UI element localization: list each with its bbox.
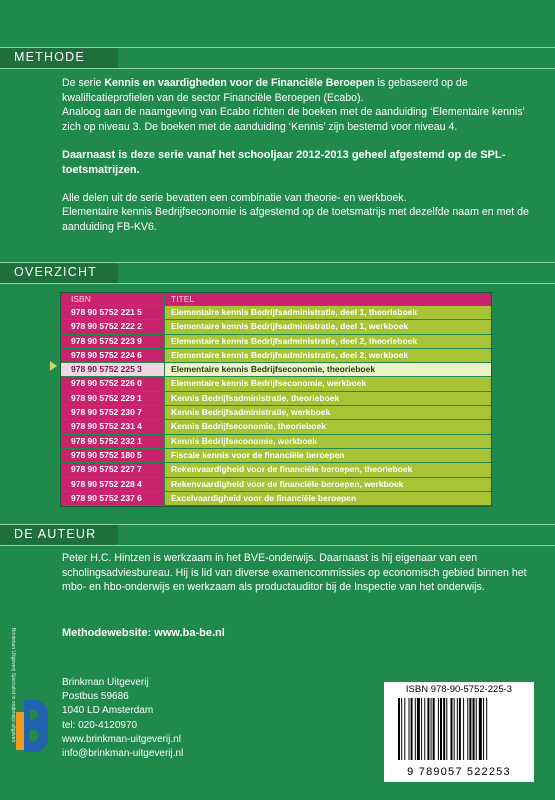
barcode-bar	[451, 698, 453, 760]
spine-text: Brinkman Uitgeverij Specialist in onderwijs uitgaven	[10, 628, 16, 743]
methode-paragraph-3: Daarnaast is deze serie vanaf het schooljaar 2012-2013 geheel afgestemd op de SPL-toetsmatrijzen.	[62, 149, 506, 176]
publisher-postbus: Postbus 59686	[62, 691, 129, 703]
barcode-bar	[409, 698, 410, 760]
isbn-cell: 978 90 5752 232 1	[61, 435, 164, 448]
publisher-name: Brinkman Uitgeverij	[62, 677, 149, 688]
barcode-bar	[433, 698, 435, 760]
title-cell: Rekenvaardigheid voor de financiële beroepen, theorieboek	[164, 463, 491, 476]
table-row	[61, 406, 491, 420]
publisher-website: www.brinkman-uitgeverij.nl	[62, 733, 181, 745]
current-book-arrow-icon	[50, 361, 57, 371]
barcode-bar	[454, 698, 455, 760]
isbn-cell: 978 90 5752 222 2	[61, 320, 164, 333]
barcode-bar	[398, 698, 400, 760]
isbn-cell: 978 90 5752 180 5	[61, 449, 164, 462]
barcode-bar	[427, 698, 429, 760]
title-cell: Kennis Bedrijfseconomie, werkboek	[164, 435, 491, 448]
barcode-bar	[463, 698, 464, 760]
barcode-bar	[486, 698, 487, 760]
table-row	[61, 363, 491, 377]
barcode-bar	[415, 698, 416, 760]
isbn-cell: 978 90 5752 226 0	[61, 377, 164, 390]
methode-paragraph-4: Alle delen uit de serie bevatten een combinatie van theorie- en werkboek.	[62, 192, 407, 204]
column-header-isbn: ISBN	[71, 294, 91, 304]
title-cell: Kennis Bedrijfsadministratie, theorieboek	[164, 392, 491, 405]
barcode-bar	[483, 698, 484, 760]
barcode-bar	[479, 698, 482, 760]
title-cell: Excelvaardigheid voor de financiële beroepen	[164, 492, 491, 505]
isbn-cell: 978 90 5752 227 7	[61, 463, 164, 476]
isbn-cell: 978 90 5752 224 6	[61, 349, 164, 362]
title-cell: Elementaire kennis Bedrijfsadministratie, deel 1, theorieboek	[164, 306, 491, 319]
title-cell: Elementaire kennis Bedrijfsadministratie, deel 1, werkboek	[164, 320, 491, 333]
methode-p1-pre: De serie	[62, 77, 105, 89]
barcode-bar	[467, 698, 468, 760]
table-row	[61, 463, 491, 477]
barcode-bar	[438, 698, 439, 760]
isbn-cell: 978 90 5752 230 7	[61, 406, 164, 419]
barcode-bar	[457, 698, 458, 760]
isbn-cell: 978 90 5752 221 5	[61, 306, 164, 319]
methode-rule-bottom	[0, 68, 555, 69]
barcode-bar	[446, 698, 447, 760]
table-row	[61, 492, 491, 506]
title-cell: Fiscale kennis voor de financiële beroepen	[164, 449, 491, 462]
barcode-isbn-label: ISBN 978-90-5752-225-3	[405, 684, 513, 695]
barcode-bar	[404, 698, 405, 760]
barcode-bar	[411, 698, 413, 760]
barcode-bar	[440, 698, 442, 760]
brinkman-logo-b	[24, 700, 48, 752]
title-cell: Elementaire kennis Bedrijfsadministratie, deel 2, werkboek	[164, 349, 491, 362]
barcode-bar	[469, 698, 471, 760]
table-body	[61, 306, 491, 506]
title-cell: Kennis Bedrijfseconomie, theorieboek	[164, 420, 491, 433]
title-cell: Kennis Bedrijfsadministratie, werkboek	[164, 406, 491, 419]
method-website: Methodewebsite: www.ba-be.nl	[62, 627, 225, 639]
title-cell: Elementaire kennis Bedrijfseconomie, theorieboek	[164, 363, 491, 376]
isbn-cell: 978 90 5752 225 3	[61, 363, 164, 376]
barcode-bar	[459, 698, 461, 760]
barcode-bar	[476, 698, 477, 760]
table-row	[61, 392, 491, 406]
overzicht-header-label: OVERZICHT	[14, 265, 98, 279]
overzicht-header	[0, 262, 118, 284]
column-header-titel: TITEL	[164, 293, 491, 305]
table-row	[61, 420, 491, 434]
publisher-city: 1040 LD Amsterdam	[62, 705, 154, 717]
barcode-bar	[421, 698, 422, 760]
table-row	[61, 449, 491, 463]
isbn-cell: 978 90 5752 231 4	[61, 420, 164, 433]
barcode-digits: 9 789057 522253	[407, 766, 511, 778]
auteur-header-label: DE AUTEUR	[14, 527, 97, 541]
table-row	[61, 377, 491, 391]
isbn-cell: 978 90 5752 223 9	[61, 335, 164, 348]
methode-paragraph-2: Analoog aan de naamgeving van Ecabo richten de boeken met de aanduiding ‘Elementaire kennis’ zich op niveau 3. De boeken met de aanduiding ‘Kennis’ zijn bestemd voor niveau 4.	[62, 106, 525, 133]
barcode-bar	[401, 698, 402, 760]
auteur-header	[0, 524, 118, 546]
book-overview-table	[60, 292, 492, 507]
overzicht-rule-bottom	[0, 283, 555, 284]
table-row	[61, 349, 491, 363]
methode-header-label: METHODE	[14, 50, 85, 64]
title-cell: Elementaire kennis Bedrijfsadministratie, deel 2, theorieboek	[164, 335, 491, 348]
barcode-bar	[443, 698, 445, 760]
table-row	[61, 478, 491, 492]
title-cell: Rekenvaardigheid voor de financiële beroepen, werkboek	[164, 478, 491, 491]
barcode-bar	[424, 698, 425, 760]
series-title: Kennis en vaardigheden voor de Financiële Beroepen	[104, 77, 375, 89]
publisher-email: info@brinkman-uitgeverij.nl	[62, 748, 184, 760]
publisher-phone: tel: 020-4120970	[62, 719, 138, 731]
author-bio: Peter H.C. Hintzen is werkzaam in het BVE-onderwijs. Daarnaast is hij eigenaar van een scholingsadviesbureau. Hij is lid van diverse examencommissies op economisch gebied binnen het mbo- en hbo-onderwijs en werkzaam als productauditor bij de Inspectie van het onderwijs.	[62, 552, 527, 593]
barcode-panel	[384, 682, 534, 782]
isbn-cell: 978 90 5752 237 6	[61, 492, 164, 505]
methode-paragraph-5: Elementaire kennis Bedrijfseconomie is afgestemd op de toetsmatrijs met dezelfde naam en met de aanduiding FB-KV6.	[62, 206, 529, 233]
title-cell: Elementaire kennis Bedrijfseconomie, werkboek	[164, 377, 491, 390]
barcode-bar	[431, 698, 432, 760]
isbn-cell: 978 90 5752 229 1	[61, 392, 164, 405]
auteur-rule-bottom	[0, 545, 555, 546]
publisher-address	[62, 676, 183, 761]
barcode-bar	[417, 698, 420, 760]
table-row	[61, 320, 491, 334]
table-row	[61, 435, 491, 449]
table-header-row	[61, 293, 491, 306]
methode-header	[0, 47, 118, 69]
isbn-cell: 978 90 5752 228 4	[61, 478, 164, 491]
table-row	[61, 335, 491, 349]
methode-paragraph-1	[62, 76, 532, 105]
barcode-bar	[473, 698, 475, 760]
methode-p1-post: is gebaseerd op de kwalificatieprofielen van de sector Financiële Beroepen (Ecabo).	[62, 77, 468, 104]
table-row	[61, 306, 491, 320]
barcode-icon	[398, 698, 524, 760]
